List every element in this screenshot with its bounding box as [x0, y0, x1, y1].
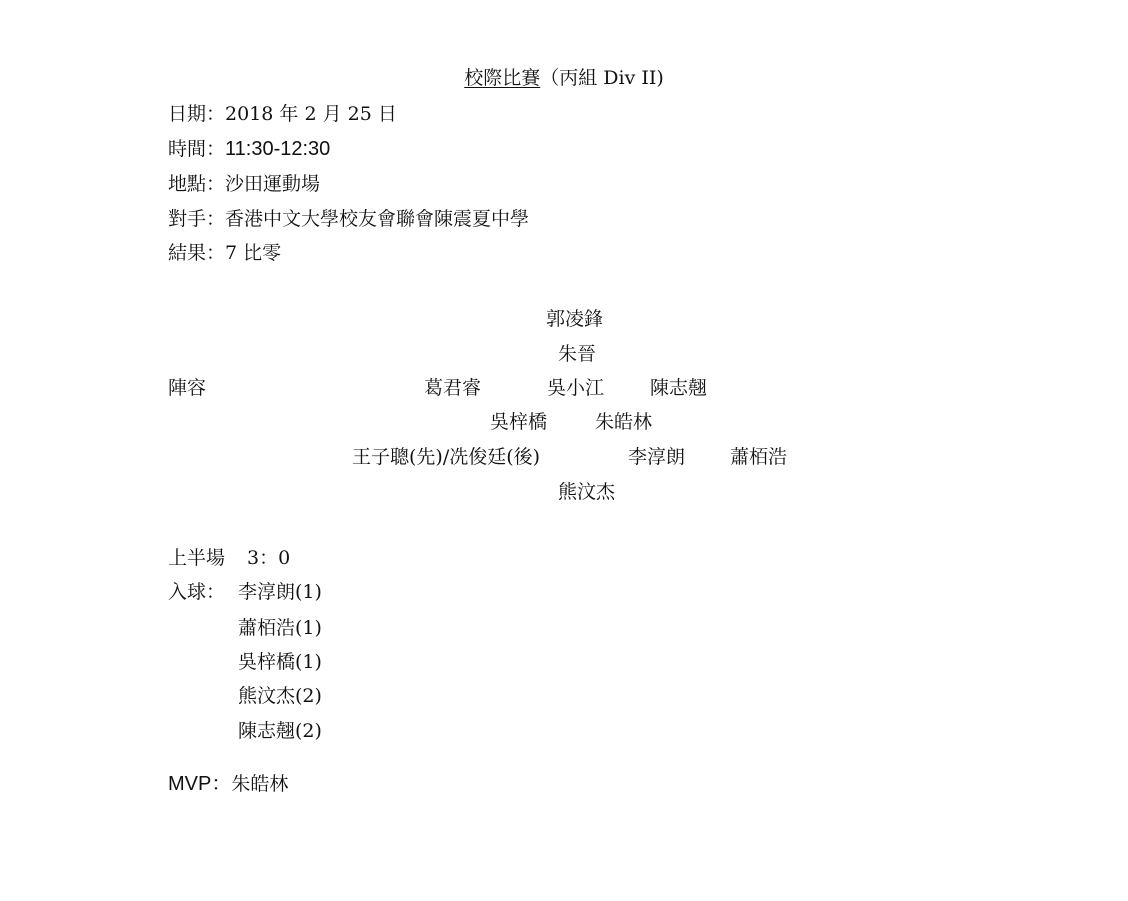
- opponent-label: 對手：: [168, 208, 226, 230]
- lineup-player: 吳梓橋: [490, 411, 548, 433]
- venue-label: 地點：: [168, 173, 226, 195]
- lineup-player: 蕭栢浩: [730, 446, 788, 468]
- lineup-label: 陣容: [168, 377, 207, 399]
- first-half-score: 3：0: [247, 547, 291, 569]
- venue-line: [168, 172, 320, 196]
- goal-scorer: 吳梓橋(1): [238, 651, 322, 673]
- lineup-row-6: 熊汶杰: [558, 481, 616, 503]
- result-label: 結果：: [168, 242, 226, 264]
- goal-scorer: 李淳朗(1): [238, 581, 322, 603]
- opponent-line: [168, 207, 529, 231]
- page-title: [0, 66, 1128, 90]
- title-main: 校際比賽: [464, 67, 541, 89]
- time-label: 時間：: [168, 138, 226, 160]
- date-label: 日期：: [168, 103, 226, 125]
- lineup-player: 李淳朗: [628, 446, 686, 468]
- lineup-player: 吳小江: [547, 377, 605, 399]
- goal-scorer: 陳志翹(2): [238, 720, 322, 742]
- time-line: [168, 137, 330, 161]
- lineup-row-2: 朱晉: [558, 343, 597, 365]
- mvp-label: MVP：: [168, 773, 232, 795]
- time-value: 11:30-12:30: [225, 138, 331, 160]
- lineup-player: 葛君睿: [424, 377, 482, 399]
- lineup-player: 王子聰(先)/冼俊廷(後): [352, 446, 541, 468]
- mvp-value: 朱皓林: [231, 773, 289, 795]
- title-sub: （丙組 Div II): [540, 67, 664, 89]
- goal-scorer: 蕭栢浩(1): [238, 617, 322, 639]
- result-value: 7 比零: [225, 242, 282, 264]
- first-half-line: [168, 546, 290, 570]
- first-half-label: 上半場: [168, 547, 226, 569]
- lineup-player: 陳志翹: [650, 377, 708, 399]
- date-value: 2018 年 2 月 25 日: [225, 103, 397, 125]
- opponent-value: 香港中文大學校友會聯會陳震夏中學: [225, 208, 530, 230]
- goals-label: 入球：: [168, 581, 226, 603]
- venue-value: 沙田運動場: [225, 173, 321, 195]
- goal-scorer: 熊汶杰(2): [238, 685, 322, 707]
- result-line: [168, 241, 281, 265]
- mvp-line: [168, 772, 288, 796]
- lineup-player: 朱皓林: [595, 411, 653, 433]
- date-line: [168, 102, 397, 126]
- lineup-goalkeeper: 郭凌鋒: [546, 308, 604, 330]
